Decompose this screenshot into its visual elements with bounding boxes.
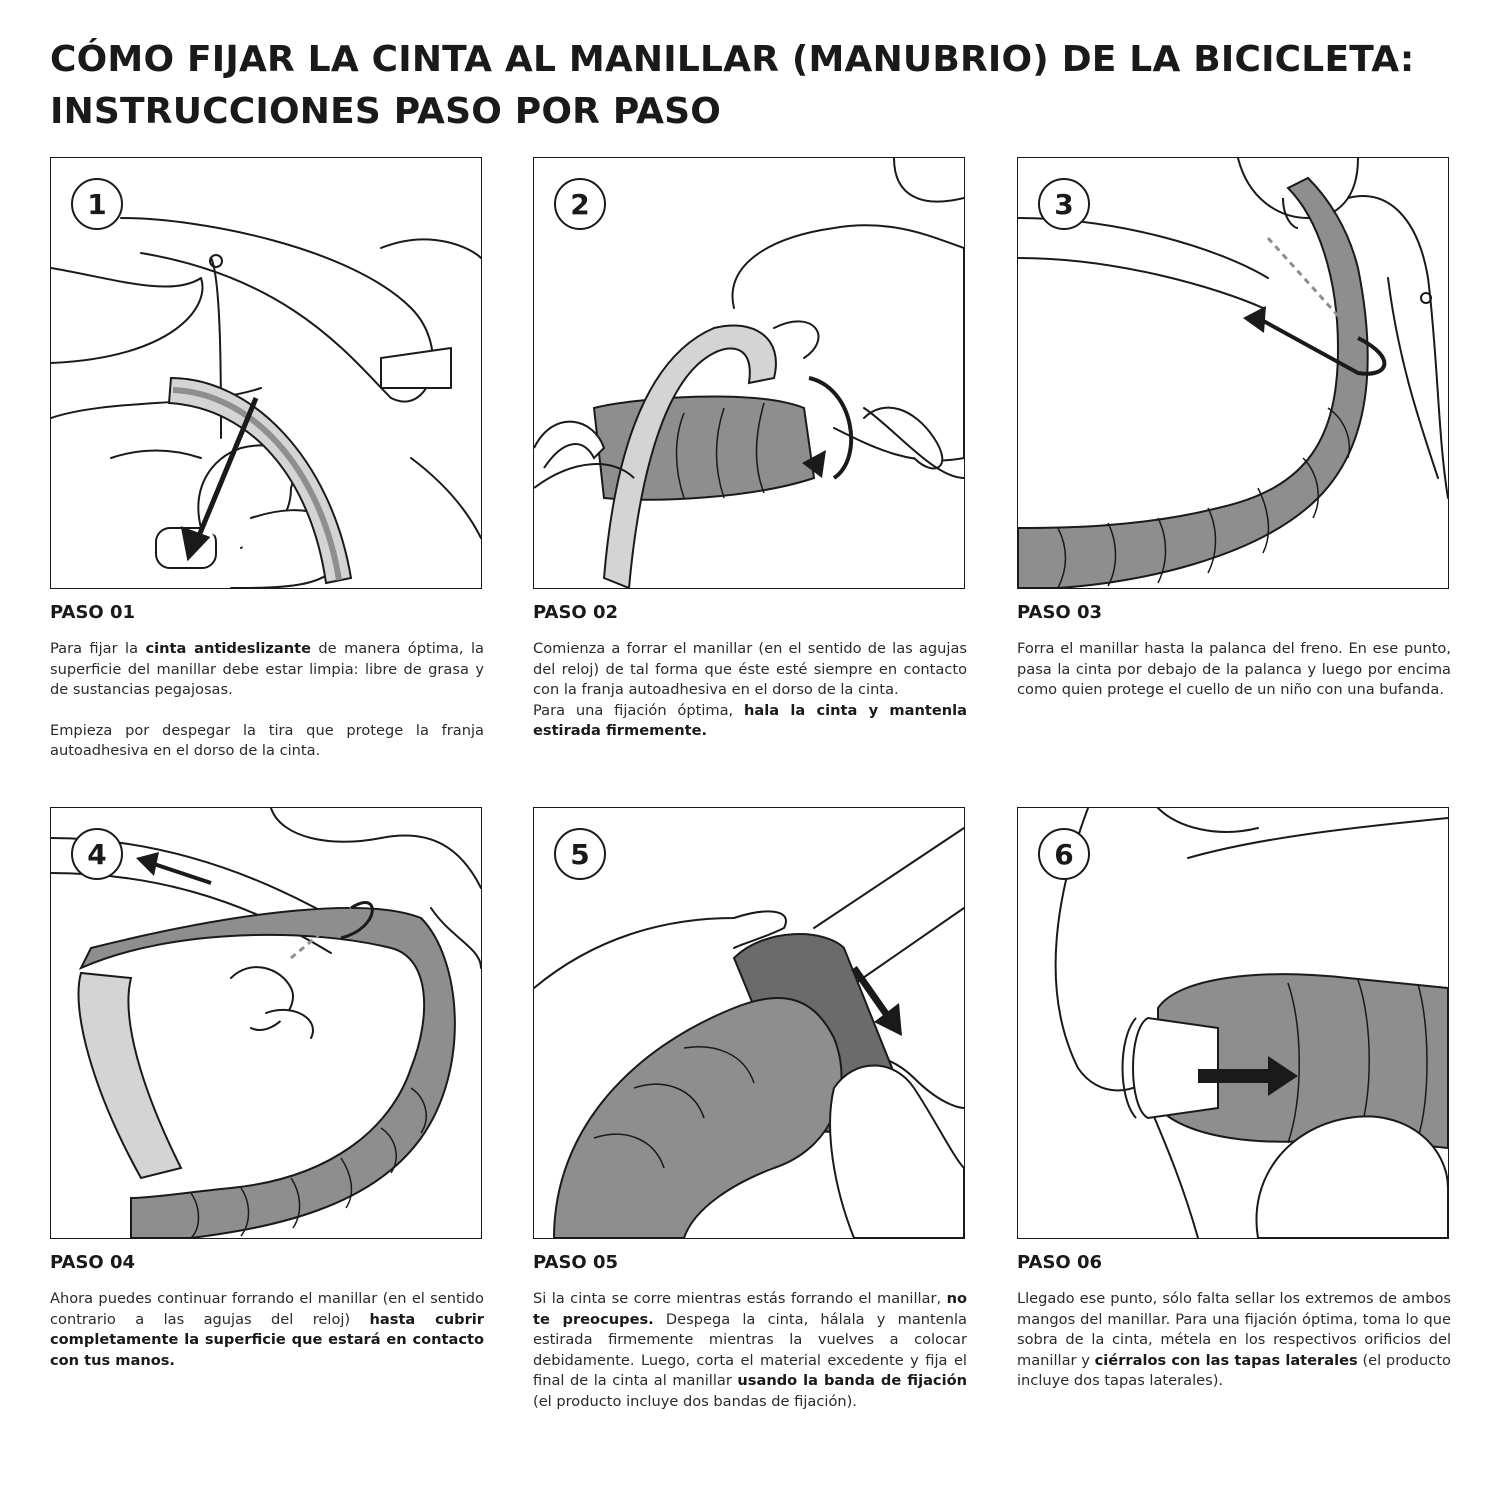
- step-2-number-badge: 2: [554, 178, 606, 230]
- step-5-number-badge: 5: [554, 828, 606, 880]
- step-3-title: PASO 03: [1017, 602, 1103, 623]
- text-run: Llegado ese punto, sólo falta sellar los extremos de ambos mangos del manillar. Para una fijación óptima, toma lo que sobra de la cinta, métela en los respectivos orificios del manillar y: [1017, 1290, 1451, 1369]
- step-4-title: PASO 04: [50, 1252, 136, 1273]
- text-run: (el producto incluye dos tapas laterales).: [1017, 1351, 1451, 1389]
- step-1-text: [50, 639, 484, 762]
- text-run: Para una fijación óptima,: [533, 701, 745, 719]
- step-6-paragraph-1: [1017, 1289, 1451, 1392]
- step-2-paragraph-1: Comienza a forrar el manillar (en el sentido de las agujas del reloj) de tal forma que éste esté siempre en contacto con la franja autoadhesiva en el dorso de la cinta.: [533, 640, 967, 698]
- text-run-bold: usando la banda de fijación: [737, 1372, 967, 1389]
- step-5-paragraph-1: [533, 1289, 967, 1412]
- step-2-paragraph-2: [533, 701, 967, 742]
- step-4-text: [50, 1289, 484, 1371]
- step-4-number-badge: 4: [71, 828, 123, 880]
- step-5-title: PASO 05: [533, 1252, 619, 1273]
- step-2-text: [533, 639, 967, 742]
- step-1-illustration: [50, 157, 482, 589]
- step-4-drawing: [51, 808, 481, 1238]
- step-2-drawing: [534, 158, 964, 588]
- text-run-bold: hasta cubrir completamente la superficie que estará en contacto con tus manos.: [50, 1310, 484, 1369]
- step-6-title: PASO 06: [1017, 1252, 1103, 1273]
- text-run: Para fijar la: [50, 640, 146, 657]
- step-4-illustration: [50, 807, 482, 1239]
- step-1-number-badge: 1: [71, 178, 123, 230]
- page-title: [50, 34, 1470, 138]
- step-3-paragraph-1: Forra el manillar hasta la palanca del freno. En ese punto, pasa la cinta por debajo de la palanca y luego por encima como quien protege el cuello de un niño con una bufanda.: [1017, 640, 1451, 698]
- step-1-drawing: [51, 158, 481, 588]
- step-2-illustration: [533, 157, 965, 589]
- text-run: (el producto incluye dos bandas de fijación).: [533, 1392, 857, 1410]
- page-title-line-2: INSTRUCCIONES PASO POR PASO: [50, 91, 722, 132]
- step-3-illustration: [1017, 157, 1449, 589]
- text-run-bold: cinta antideslizante: [145, 640, 312, 657]
- step-6-text: [1017, 1289, 1451, 1392]
- step-3-number-badge: 3: [1038, 178, 1090, 230]
- text-run: de manera óptima, la superficie del manillar debe estar limpia: libre de grasa y de sustancias pegajosas.: [50, 640, 484, 698]
- step-1-title: PASO 01: [50, 602, 136, 623]
- step-3-text: [1017, 639, 1451, 701]
- text-run-bold: hala la cinta y mantenla estirada firmemente.: [533, 701, 967, 739]
- step-1-paragraph-2: Empieza por despegar la tira que protege la franja autoadhesiva en el dorso de la cinta.: [50, 721, 484, 759]
- step-2-title: PASO 02: [533, 602, 619, 623]
- text-run-bold: ciérralos con las tapas laterales: [1094, 1351, 1358, 1369]
- text-run: Despega la cinta, hálala y mantenla estirada firmemente mientras la vuelves a colocar debidamente. Luego, corta el material excedente y fija el final de la cinta al manillar: [533, 1310, 967, 1389]
- step-3-drawing: [1018, 158, 1448, 588]
- text-run: Si la cinta se corre mientras estás forrando el manillar,: [533, 1290, 947, 1307]
- step-4-paragraph-1: [50, 1289, 484, 1371]
- step-5-drawing: [534, 808, 964, 1238]
- step-5-text: [533, 1289, 967, 1412]
- step-6-number-badge: 6: [1038, 828, 1090, 880]
- step-1-paragraph-1: [50, 639, 484, 701]
- text-run: Ahora puedes continuar forrando el manillar (en el sentido contrario a las agujas del reloj): [50, 1290, 484, 1328]
- text-run-bold: no te preocupes.: [533, 1290, 967, 1328]
- page-title-line-1: CÓMO FIJAR LA CINTA AL MANILLAR (MANUBRIO) DE LA BICICLETA:: [50, 39, 1415, 80]
- step-5-illustration: [533, 807, 965, 1239]
- step-6-illustration: [1017, 807, 1449, 1239]
- step-6-drawing: [1018, 808, 1448, 1238]
